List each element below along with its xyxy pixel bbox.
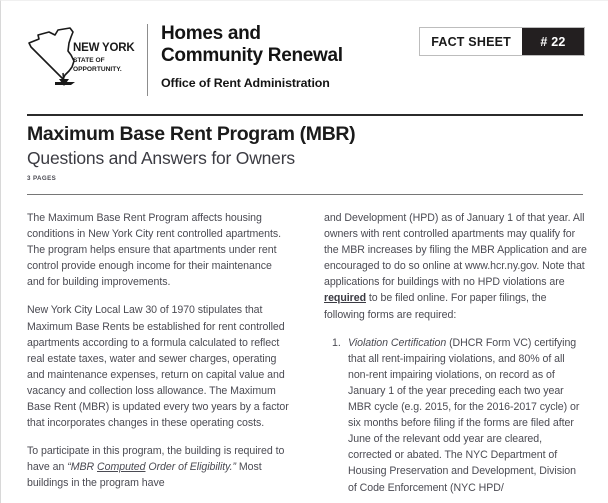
fact-sheet-label: FACT SHEET	[420, 28, 522, 55]
right-column	[324, 210, 587, 496]
left-paragraph-1: The Maximum Base Rent Program affects housing conditions in New York City rent controlled apartments. The program helps ensure that apartments under rent control provide enough income for their maintenance and for building improvements.	[27, 212, 281, 289]
fact-sheet-badge	[419, 27, 585, 56]
agency-brand	[25, 23, 343, 96]
right-p1-part-a: and Development (HPD) as of January 1 of that year. All owners with rent controlled apartments may qualify for the MBR increases by filing the MBR Application and are encouraged to do so online at www.hcr.ny.gov. Note that applications for buildings with no HPD violations are	[324, 212, 587, 289]
logo-line-new-york: NEW YORK	[73, 42, 135, 54]
new-york-state-logo	[25, 23, 137, 93]
left-paragraph-3	[27, 443, 290, 491]
left-p3-tail: Most buildings in the program have	[27, 461, 262, 490]
right-paragraph-1	[324, 210, 587, 323]
required-forms-list	[324, 335, 587, 496]
logo-text-block	[73, 43, 134, 74]
right-p1-emphasis-required: required	[324, 292, 366, 305]
agency-name-block	[161, 23, 343, 90]
left-p3-italic-a: “MBR	[67, 461, 98, 474]
list-item-form-name: Violation Certification	[348, 336, 447, 349]
right-p1-part-b: to be filed online. For paper filings, the following forms are required:	[324, 292, 547, 321]
header-rule-thick	[27, 114, 583, 116]
left-p3-underline: Computed	[97, 461, 146, 474]
left-column	[27, 210, 290, 496]
body-columns	[27, 210, 587, 496]
document-header	[1, 1, 608, 113]
list-item-number: 1.	[332, 336, 341, 349]
title-block	[27, 123, 587, 182]
agency-office-name: Office of Rent Administration	[161, 76, 330, 91]
list-item	[324, 335, 587, 496]
agency-name-line-2: Community Renewal	[161, 45, 343, 67]
page-count-label: 3 PAGES	[27, 175, 57, 183]
list-item-body: (DHCR Form VC) certifying that all rent-impairing violations, and 80% of all non-rent impairing violations, on record as of January 1 of the year preceding each two year MBR cycle (e.g. 2015, for the 2016-2017 cycle) or six months before filing if the forms are filed after June of the relevant odd year are cleared, corrected or abated. The NYC Department of Housing Preservation and Development, Division of Code Enforcement (NYC HPD/	[348, 336, 580, 494]
header-vertical-divider	[147, 24, 148, 96]
left-paragraph-2: New York City Local Law 30 of 1970 stipulates that Maximum Base Rents be established for rent controlled apartments according to a formula calculated to reflect real estate taxes, water and sewer charges, operating and maintenance expenses, return on capital value and vacancy and collection loss allowance. The Maximum Base Rent (MBR) is updated every two years by a factor that incorporates changes in these operating costs.	[27, 304, 289, 430]
list-item-text	[348, 335, 587, 496]
left-p3-lead: To participate in this program, the building is required to have an	[27, 445, 285, 474]
title-rule-thin	[27, 194, 583, 195]
page-subtitle: Questions and Answers for Owners	[27, 148, 295, 169]
agency-name-line-1: Homes and	[161, 23, 261, 44]
logo-line-state-of: STATE OF	[73, 56, 105, 64]
logo-line-opportunity: OPPORTUNITY.	[73, 66, 122, 74]
page-title: Maximum Base Rent Program (MBR)	[27, 123, 356, 145]
fact-sheet-number: # 22	[522, 28, 584, 55]
left-p3-italic-b: Order of Eligibility.”	[145, 461, 236, 474]
